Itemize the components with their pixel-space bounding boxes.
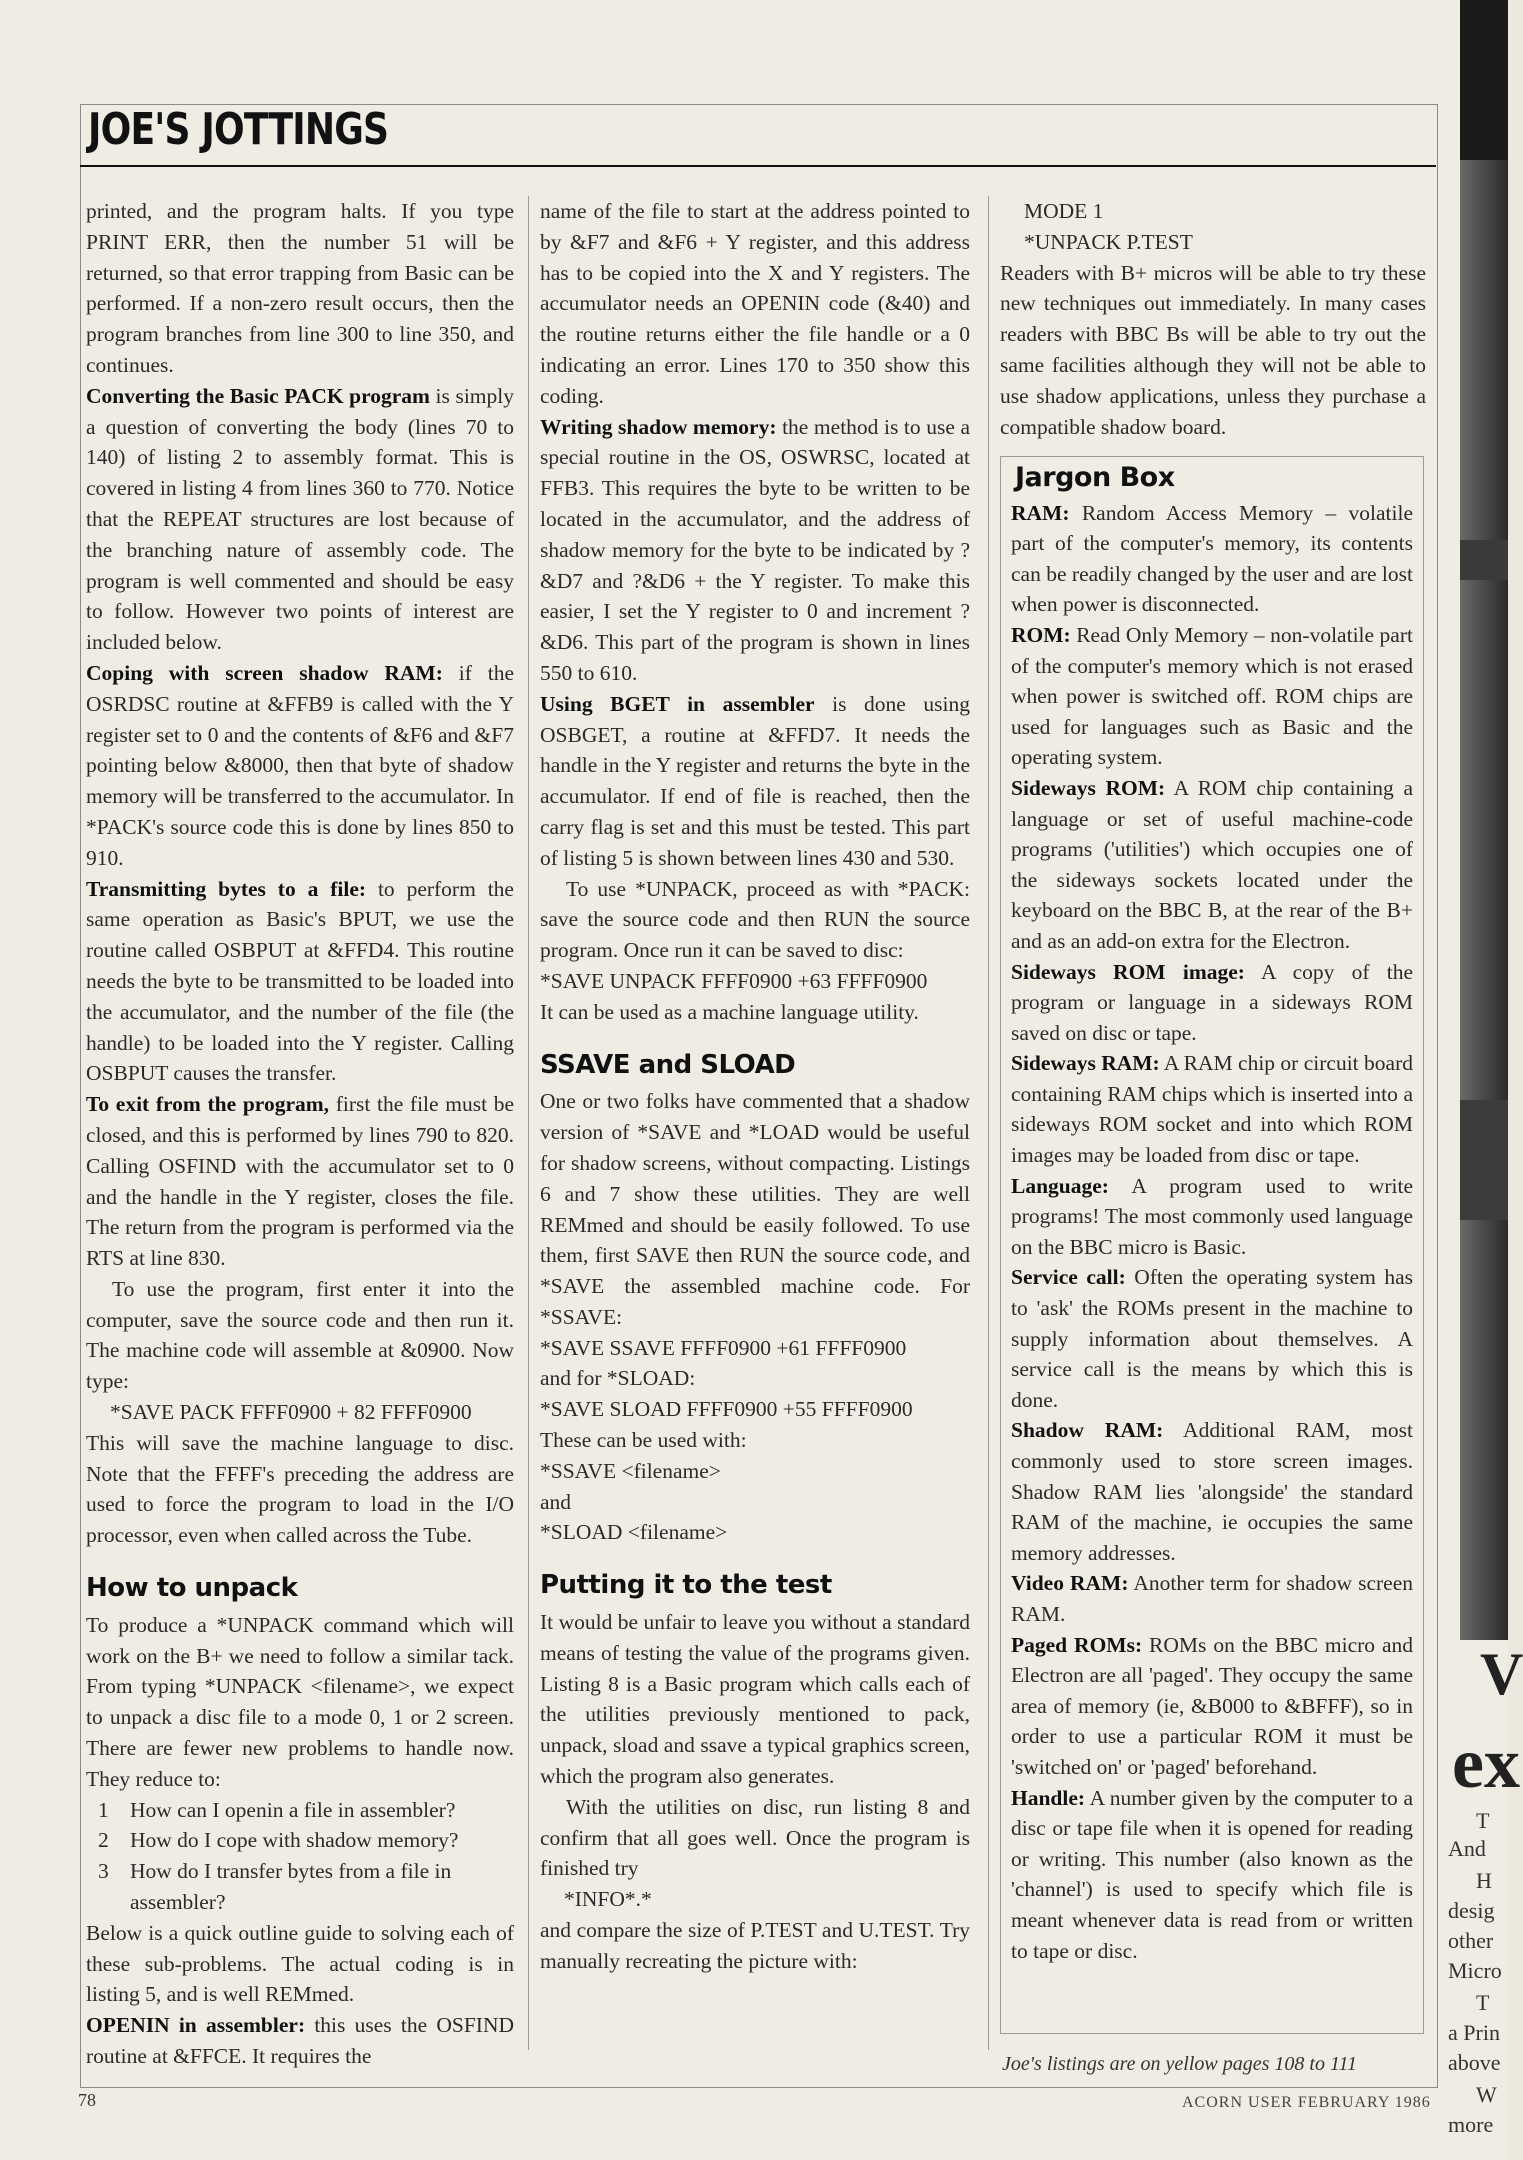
command-line: *SAVE SLOAD FFFF0900 +55 FFFF0900 (540, 1397, 913, 1422)
masthead-rule (80, 165, 1436, 167)
run-in-heading: To exit from the program, (86, 1092, 330, 1117)
jargon-definition: Additional RAM, most commonly used to store screen images. Shadow RAM lies 'alongside' the standard RAM of the machine, ie occupies the same memory addresses. (1011, 1418, 1414, 1565)
paragraph: Below is a quick outline guide to solving each of these sub-problems. The actual coding is in listing 5, and is well REMmed. (86, 1920, 514, 2007)
jargon-definition: Read Only Memory – non-volatile part of the computer's memory which is not erased when power is switched off. ROM chips are used for languages such as Basic and the operating system. (1011, 622, 1413, 770)
command-line: *SAVE SSAVE FFFF0900 +61 FFFF0900 (540, 1335, 907, 1360)
list-item (86, 1795, 514, 1826)
jargon-entry (1011, 1568, 1413, 1629)
command-line: *INFO*.* (564, 1887, 652, 1912)
run-in-heading: Converting the Basic PACK program (86, 383, 430, 408)
peek-letter: ex (1452, 1723, 1520, 1803)
paragraph-text: the method is to use a special routine in the OS, OSWRSC, located at FFB3. This requires the byte to be written to be located in the accumulator, and the address of shadow memory for the byte to be indicated by ?&D7 and ?&D6 + the Y register. To make this easier, I set the Y register to 0 and increment ?&D6. This part of the program is shown in lines 550 to 610. (540, 414, 970, 685)
jargon-term: ROM: (1011, 622, 1071, 647)
jargon-term: RAM: (1011, 500, 1070, 525)
jargon-entry (1011, 498, 1413, 620)
paragraph-text: to perform the same operation as Basic's BPUT, we use the routine called OSBPUT at &FFD4. This routine needs the byte to be transmitted to be loaded into the accumulator, and the number of the file (the handle) to be loaded into the Y register. Calling OSBPUT causes the transfer. (86, 876, 514, 1086)
paragraph (540, 689, 970, 874)
peek-line: more (1448, 2112, 1494, 2137)
paragraph: printed, and the program halts. If you type PRINT ERR, then the number 51 will be returned, so that error trapping from Basic can be performed. If a non-zero result occurs, then the program branches from line 300 to line 350, and continues. (86, 199, 514, 377)
run-in-heading: Transmitting bytes to a file: (86, 876, 367, 901)
paragraph-text: first the file must be closed, and this is performed by lines 790 to 820. Calling OSFIND with the accumulator set to 0 and the handle in the Y register, closes the file. The return from the program is performed via the RTS at line 830. (86, 1092, 515, 1271)
paragraph: and (540, 1489, 572, 1514)
peek-line: W (1476, 2082, 1497, 2107)
jargon-term: Video RAM: (1011, 1571, 1129, 1596)
jargon-definition: A RAM chip or circuit board containing RAM chips which is inserted into a sideways ROM socket and into which ROM images may be loaded from disc or tape. (1011, 1051, 1413, 1168)
paragraph-text: if the OSRDSC routine at &FFB9 is called with the Y register set to 0 and the contents of &F6 and &F7 pointing below &8000, then that byte of shadow memory will be transferred to the accumulator. In *PACK's source code this is done by lines 850 to 910. (86, 660, 515, 870)
paragraph-text: this uses the OSFIND routine at &FFCE. It requires the (86, 2013, 514, 2069)
paragraph (86, 381, 514, 658)
peek-line: H (1476, 1868, 1492, 1893)
peek-line: a Prin (1448, 2020, 1500, 2045)
jargon-definition: Random Access Memory – volatile part of the computer's memory, its contents can be readily changed by the user and are lost when power is disconnected. (1011, 500, 1413, 617)
edge-shadow-band (1460, 0, 1508, 160)
edge-shadow-band (1460, 1100, 1508, 1220)
paragraph: It would be unfair to leave you without a standard means of testing the value of the programs given. Listing 8 is a Basic program which calls each of the utilities previously mentioned to pack, unpack, sload and ssave a typical graphics screen, which the program also generates. (540, 1610, 970, 1789)
column-divider (988, 196, 989, 2050)
column-3 (1000, 196, 1426, 442)
paragraph: This will save the machine language to disc. Note that the FFFF's preceding the address are used to force the program to load in the I/O processor, even when called across the Tube. (86, 1430, 514, 1548)
section-heading: How to unpack (86, 1573, 298, 1604)
jargon-entry (1011, 1415, 1413, 1568)
jargon-entry (1011, 620, 1413, 773)
column-divider (528, 196, 529, 2050)
jargon-definition: Another term for shadow screen RAM. (1011, 1571, 1413, 1626)
column-masthead: JOE'S JOTTINGS (88, 104, 389, 155)
jargon-box-title: Jargon Box (1015, 462, 1175, 493)
list-number: 1 (98, 1797, 109, 1822)
paragraph: One or two folks have commented that a shadow version of *SAVE and *LOAD would be useful for shadow screens, without compacting. Listings 6 and 7 show these utilities. They are well REMmed and should be easily followed. To use them, first SAVE then RUN the source code, and *SAVE the assembled machine code. For *SSAVE: (540, 1089, 970, 1329)
command-line: *SSAVE <filename> (540, 1458, 721, 1483)
paragraph: and compare the size of P.TEST and U.TEST. Try manually recreating the picture with: (540, 1918, 970, 1973)
list-number: 2 (98, 1828, 109, 1853)
run-in-heading: Using BGET in assembler (540, 691, 815, 716)
run-in-heading: OPENIN in assembler: (86, 2013, 306, 2038)
paragraph: To use *UNPACK, proceed as with *PACK: save the source code and then RUN the source program. Once run it can be saved to disc: (540, 876, 970, 963)
list-text: How do I transfer bytes from a file in assembler? (130, 1859, 452, 1915)
jargon-term: Language: (1011, 1173, 1109, 1198)
command-line: *SLOAD <filename> (540, 1520, 728, 1545)
jargon-term: Sideways ROM image: (1011, 959, 1245, 984)
list-number: 3 (98, 1859, 109, 1884)
list-text: How can I openin a file in assembler? (130, 1797, 456, 1822)
jargon-term: Shadow RAM: (1011, 1418, 1164, 1443)
jargon-term: Handle: (1011, 1785, 1086, 1810)
jargon-term: Paged ROMs: (1011, 1632, 1143, 1657)
jargon-term: Sideways RAM: (1011, 1051, 1160, 1076)
jargon-definition: A copy of the program or language in a sideways ROM saved on disc or tape. (1011, 959, 1414, 1045)
paragraph: These can be used with: (540, 1428, 747, 1453)
jargon-term: Sideways ROM: (1011, 775, 1166, 800)
peek-line: T (1476, 1990, 1490, 2015)
jargon-definition: ROMs on the BBC micro and Electron are all 'paged'. They occupy the same area of memory (ie, &B000 to &BFFF), so in order to use a particular ROM it must be 'switched on' or 'paged' beforehand. (1011, 1632, 1413, 1779)
run-in-heading: Writing shadow memory: (540, 414, 777, 439)
numbered-list (86, 1795, 514, 1918)
paragraph-text: is simply a question of converting the body (lines 70 to 140) of listing 2 to assembly format. This is covered in listing 4 from lines 360 to 770. Notice that the REPEAT structures are lost because of the branching nature of assembly code. The program is well commented and should be easy to follow. However two points of interest are included below. (86, 383, 514, 655)
paragraph: It can be used as a machine language utility. (540, 999, 919, 1024)
section-heading: SSAVE and SLOAD (540, 1049, 796, 1080)
peek-line: And (1448, 1836, 1486, 1861)
paragraph: To use the program, first enter it into the computer, save the source code and then run it. The machine code will assemble at &0900. Now type: (86, 1276, 514, 1394)
jargon-entry (1011, 1171, 1413, 1263)
jargon-entry (1011, 1048, 1413, 1170)
paragraph: To produce a *UNPACK command which will work on the B+ we need to follow a similar tack. From typing *UNPACK <filename>, we expect to unpack a disc file to a mode 0, 1 or 2 screen. There are fewer new problems to handle now. They reduce to: (86, 1612, 514, 1791)
jargon-definition: Often the operating system has to 'ask' the ROMs present in the machine to supply information about themselves. A service call is the means by which this is done. (1011, 1265, 1413, 1412)
peek-letter: V (1480, 1641, 1523, 1707)
facing-page-peek (1440, 1640, 1523, 2160)
jargon-entry (1011, 773, 1413, 957)
paragraph: Readers with B+ micros will be able to try these new techniques out immediately. In many cases readers with BBC Bs will be able to try out the same facilities although they will not be able to use shadow applications, unless they purchase a compatible shadow board. (1000, 260, 1426, 439)
command-line: *SAVE PACK FFFF0900 + 82 FFFF0900 (110, 1400, 472, 1425)
page-number: 78 (78, 2090, 96, 2110)
paragraph (86, 1089, 514, 1274)
running-footer: ACORN USER FEBRUARY 1986 (1182, 2094, 1431, 2111)
paragraph: name of the file to start at the address pointed to by &F7 and &F6 + Y register, and this address has to be copied into the X and Y registers. The accumulator needs an OPENIN code (&40) and the routine returns either the file handle or a 0 indicating an error. Lines 170 to 350 show this coding. (540, 199, 970, 408)
column-1 (86, 196, 514, 2072)
section-heading: Putting it to the test (540, 1570, 832, 1601)
list-text: How do I cope with shadow memory? (130, 1828, 459, 1853)
jargon-term: Service call: (1011, 1265, 1126, 1290)
run-in-heading: Coping with screen shadow RAM: (86, 660, 443, 685)
list-item (86, 1856, 514, 1918)
jargon-box (1000, 456, 1424, 2034)
peek-line: above (1448, 2050, 1501, 2075)
paragraph (86, 2010, 514, 2072)
jargon-definition: A number given by the computer to a disc or tape file when it is opened for reading or writing. This number (also known as the 'channel') is used to specify which file is meant whenever data is read from or written to tape or disc. (1011, 1785, 1413, 1963)
list-item (86, 1825, 514, 1856)
jargon-entry (1011, 1262, 1413, 1415)
edge-shadow-band (1460, 540, 1508, 580)
peek-line: T (1476, 1808, 1490, 1833)
paragraph (540, 412, 970, 689)
jargon-entry (1011, 1630, 1413, 1783)
command-line: MODE 1 (1024, 199, 1104, 223)
jargon-definition: A ROM chip containing a language or set of useful machine-code programs ('utilities') which occupies one of the sideways sockets located under the keyboard on the BBC B, at the rear of the B+ and as an add-on extra for the Electron. (1011, 775, 1414, 953)
listings-footnote: Joe's listings are on yellow pages 108 to 111 (1002, 2053, 1357, 2075)
command-line: *SAVE UNPACK FFFF0900 +63 FFFF0900 (540, 968, 928, 993)
command-line: *UNPACK P.TEST (1024, 229, 1193, 254)
jargon-entry (1011, 957, 1413, 1049)
paragraph-text: is done using OSBGET, a routine at &FFD7. It needs the handle in the Y register and returns the byte in the accumulator. If end of file is reached, then the carry flag is set and this must be tested. This part of listing 5 is shown between lines 430 and 530. (540, 691, 970, 870)
paragraph: and for *SLOAD: (540, 1366, 696, 1391)
jargon-entry (1011, 1783, 1413, 1967)
peek-line: other (1448, 1928, 1494, 1953)
peek-line: Micro (1448, 1958, 1502, 1983)
paragraph (86, 658, 514, 874)
peek-line: desig (1448, 1898, 1495, 1923)
paragraph: With the utilities on disc, run listing 8 and confirm that all goes well. Once the program is finished try (540, 1794, 970, 1881)
jargon-definition: A program used to write programs! The most commonly used language on the BBC micro is Basic. (1011, 1173, 1413, 1259)
column-2 (540, 196, 970, 1977)
paragraph (86, 874, 514, 1090)
